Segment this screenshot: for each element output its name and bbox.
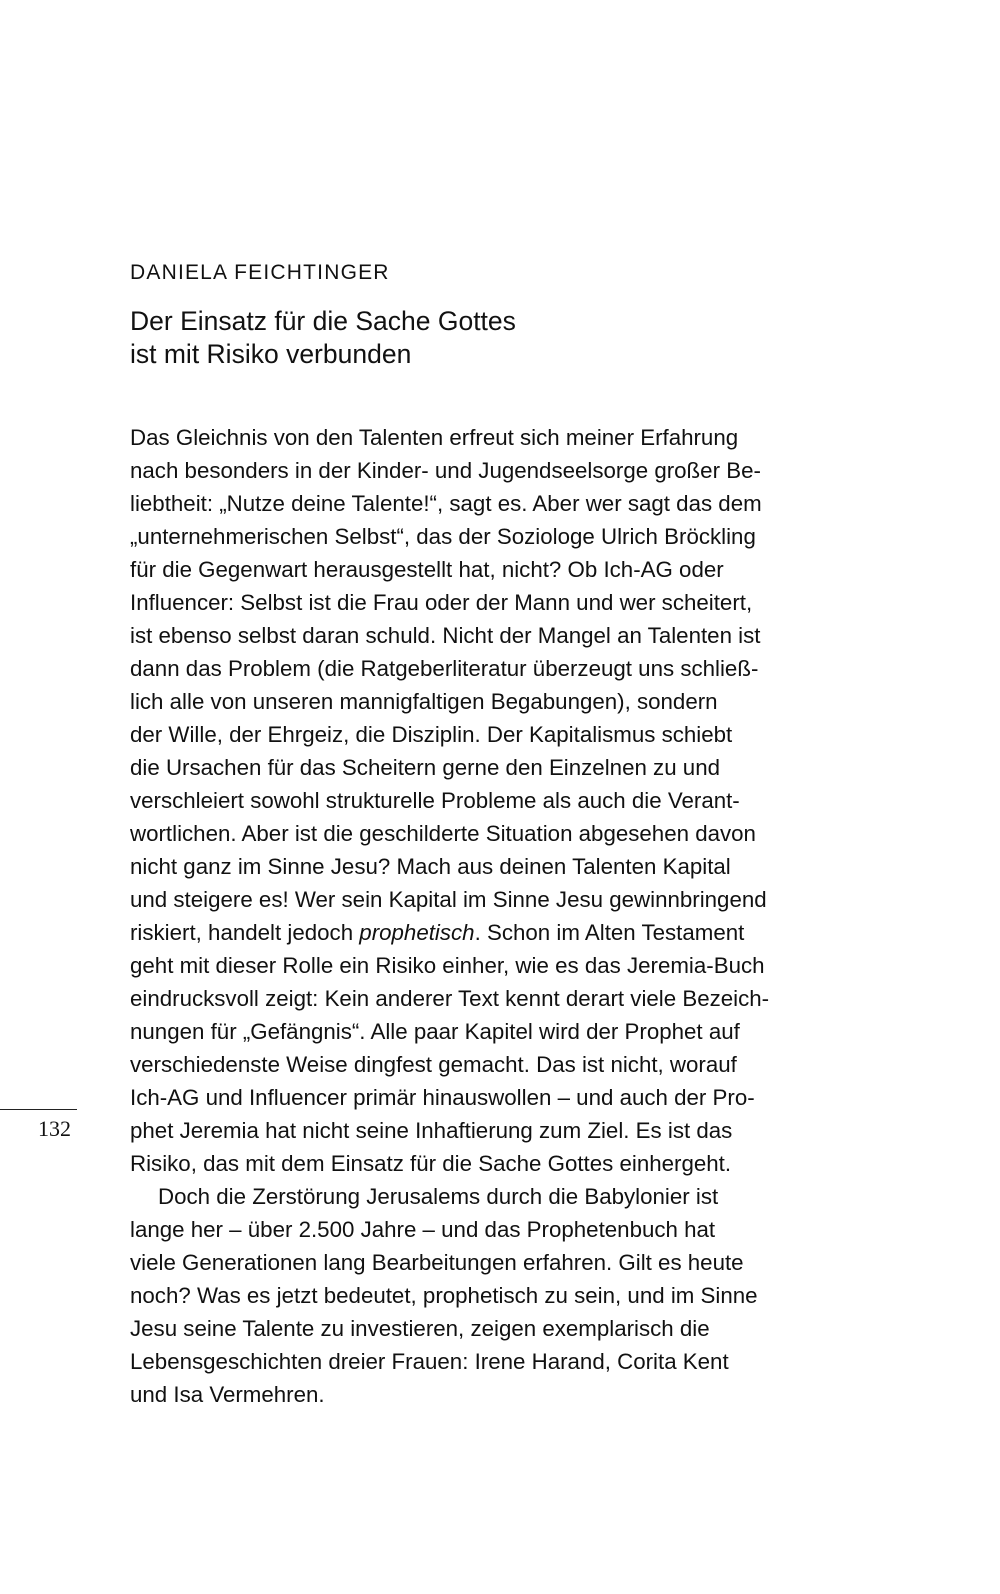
- text-line: und steigere es! Wer sein Kapital im Sinne Jesu gewinnbringend: [130, 887, 767, 912]
- article-title: [130, 305, 516, 371]
- text-line: Das Gleichnis von den Talenten erfreut sich meiner Erfahrung: [130, 425, 739, 450]
- emphasis-prophetisch: prophetisch: [359, 920, 475, 945]
- text-line: eindrucksvoll zeigt: Kein anderer Text kennt derart viele Bezeich-: [130, 986, 770, 1011]
- text-line: nungen für „Gefängnis“. Alle paar Kapitel wird der Prophet auf: [130, 1019, 740, 1044]
- text-line: lich alle von unseren mannigfaltigen Begabungen), sondern: [130, 689, 718, 714]
- title-line: ist mit Risiko verbunden: [130, 339, 412, 369]
- text-line: die Ursachen für das Scheitern gerne den Einzelnen zu und: [130, 755, 721, 780]
- text-line: nicht ganz im Sinne Jesu? Mach aus deinen Talenten Kapital: [130, 854, 731, 879]
- text-line: lange her – über 2.500 Jahre – und das Prophetenbuch hat: [130, 1217, 716, 1242]
- text-line: nach besonders in der Kinder- und Jugendseelsorge großer Be-: [130, 458, 761, 483]
- text-segment: . Schon im Alten Testament: [474, 920, 745, 945]
- body-text: [130, 421, 830, 1411]
- text-line: wortlichen. Aber ist die geschilderte Situation abgesehen davon: [130, 821, 756, 846]
- title-line: Der Einsatz für die Sache Gottes: [130, 306, 516, 336]
- text-line: Ich-AG und Influencer primär hinauswollen – und auch der Pro-: [130, 1085, 755, 1110]
- text-line: Risiko, das mit dem Einsatz für die Sache Gottes einhergeht.: [130, 1151, 732, 1176]
- text-segment: riskiert, handelt jedoch: [130, 920, 360, 945]
- text-line: viele Generationen lang Bearbeitungen erfahren. Gilt es heute: [130, 1250, 744, 1275]
- text-line: noch? Was es jetzt bedeutet, prophetisch zu sein, und im Sinne: [130, 1283, 758, 1308]
- text-line: liebtheit: „Nutze deine Talente!“, sagt es. Aber wer sagt das dem: [130, 491, 762, 516]
- page-number: 132: [38, 1116, 71, 1141]
- text-line: verschleiert sowohl strukturelle Probleme als auch die Verant-: [130, 788, 740, 813]
- text-line: „unternehmerischen Selbst“, das der Soziologe Ulrich Bröckling: [130, 524, 756, 549]
- text-line: Influencer: Selbst ist die Frau oder der Mann und wer scheitert,: [130, 590, 753, 615]
- text-line: verschiedenste Weise dingfest gemacht. Das ist nicht, worauf: [130, 1052, 737, 1077]
- paragraph: [130, 1180, 830, 1411]
- paragraph: [130, 421, 830, 1180]
- author-name: DANIELA FEICHTINGER: [130, 261, 390, 284]
- text-line: [130, 916, 830, 949]
- text-line: und Isa Vermehren.: [130, 1382, 325, 1407]
- text-line: dann das Problem (die Ratgeberliteratur überzeugt uns schließ-: [130, 656, 759, 681]
- text-line: für die Gegenwart herausgestellt hat, nicht? Ob Ich-AG oder: [130, 557, 724, 582]
- text-line: Lebensgeschichten dreier Frauen: Irene Harand, Corita Kent: [130, 1349, 729, 1374]
- text-line: ist ebenso selbst daran schuld. Nicht der Mangel an Talenten ist: [130, 623, 761, 648]
- text-line: geht mit dieser Rolle ein Risiko einher, wie es das Jeremia-Buch: [130, 953, 765, 978]
- text-line: Doch die Zerstörung Jerusalems durch die Babylonier ist: [158, 1184, 719, 1209]
- text-line: phet Jeremia hat nicht seine Inhaftierung zum Ziel. Es ist das: [130, 1118, 733, 1143]
- text-line: Jesu seine Talente zu investieren, zeigen exemplarisch die: [130, 1316, 710, 1341]
- page-number-rule: [0, 1109, 77, 1110]
- text-line: der Wille, der Ehrgeiz, die Disziplin. Der Kapitalismus schiebt: [130, 722, 733, 747]
